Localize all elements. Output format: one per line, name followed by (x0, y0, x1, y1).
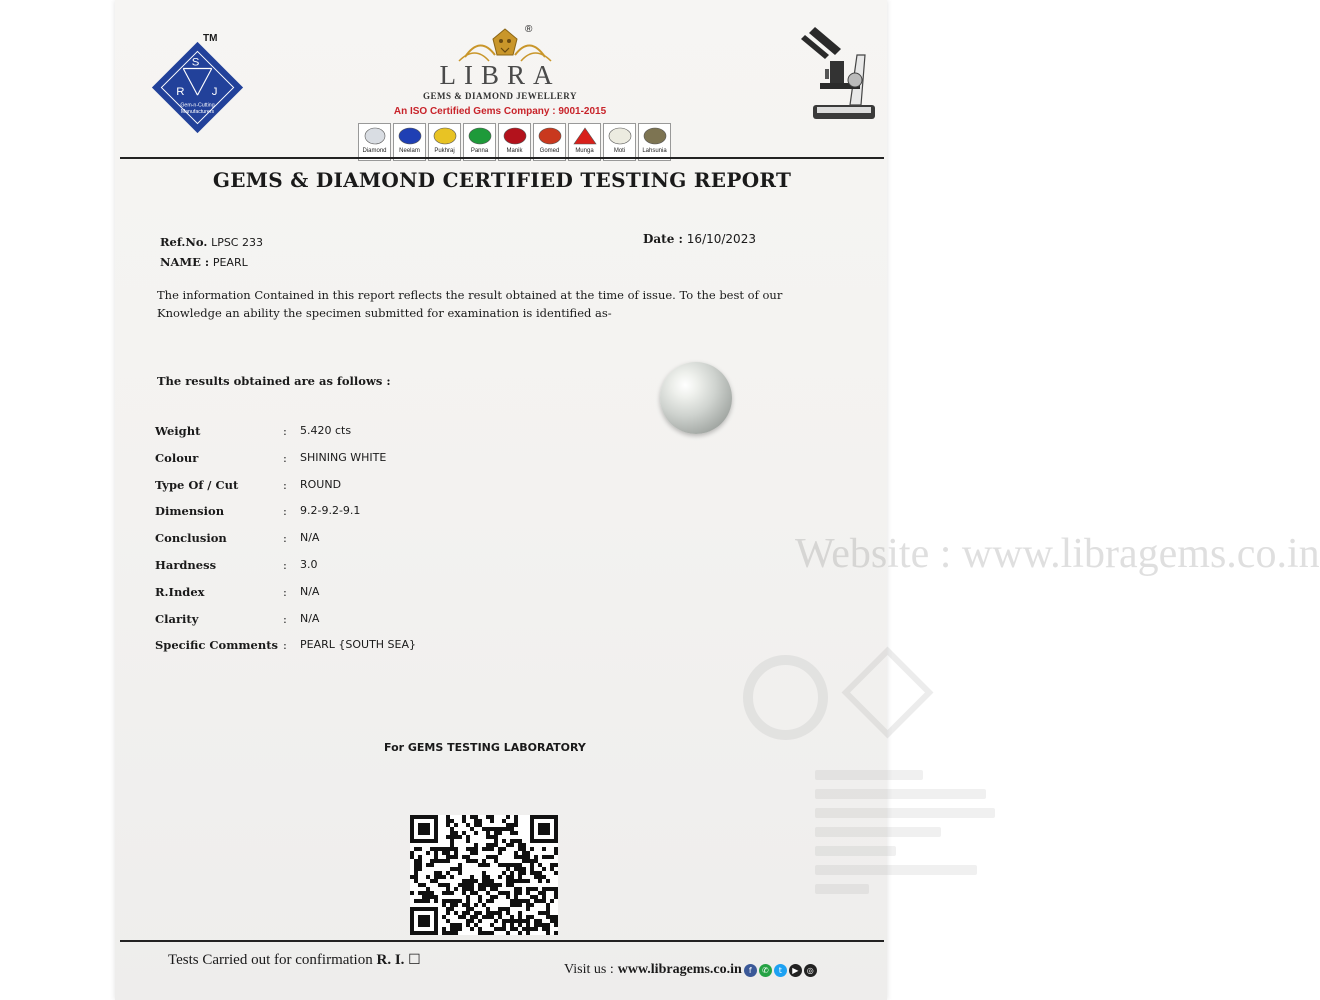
pearl-photo (660, 362, 732, 434)
report-date (643, 232, 756, 246)
spec-separator: : (283, 477, 287, 492)
gem-name: Pukhraj (434, 148, 455, 154)
gemstone-icon (363, 127, 387, 145)
spec-label: Conclusion (155, 531, 227, 546)
spec-value: SHINING WHITE (300, 450, 387, 464)
srj-diamond-logo (150, 40, 245, 135)
libra-crest-icon (455, 25, 555, 65)
gem-card (428, 123, 461, 161)
facebook-icon: f (744, 964, 757, 977)
youtube-icon: ▶ (789, 964, 802, 977)
specimen-name (160, 255, 248, 269)
ref-label: Ref.No. (160, 235, 208, 249)
logo-letter-j: J (211, 86, 218, 99)
logo-caption-2: Manufacturers (180, 109, 215, 116)
spec-label: Specific Comments (155, 638, 279, 653)
spec-label: Dimension (155, 504, 225, 519)
gemstone-icon (538, 127, 562, 145)
gemstone-icon (433, 127, 457, 145)
lab-signoff: For GEMS TESTING LABORATORY (384, 741, 586, 754)
report-title: GEMS & DIAMOND CERTIFIED TESTING REPORT (212, 168, 792, 192)
watermark-seal (743, 655, 828, 740)
spec-label: Type Of / Cut (155, 477, 239, 492)
spec-label: Colour (155, 450, 199, 465)
reference-number (160, 235, 263, 249)
logo-letter-s: S (191, 56, 200, 69)
logo-letter-r: R (176, 86, 185, 99)
gemstone-icon (398, 127, 422, 145)
gem-name: Moti (613, 148, 626, 154)
watermark-website: Website : www.libragems.co.in (795, 531, 1320, 577)
trademark-mark: TM (203, 33, 218, 44)
spec-separator: : (283, 611, 287, 626)
footer-confirmation (168, 952, 421, 969)
spec-separator: : (283, 504, 287, 519)
spec-label: Weight (155, 424, 201, 438)
iso-certification-line: An ISO Certified Gems Company : 9001-2015 (393, 106, 607, 117)
checkbox-icon: ☐ (408, 952, 421, 968)
intro-paragraph: The information Contained in this report reflects the result obtained at the time of issue. To the best of our Knowledge an ability the specimen submitted for examination is identified as- (157, 288, 783, 320)
spec-label: Clarity (155, 611, 199, 626)
spec-value: 9.2-9.2-9.1 (300, 504, 361, 518)
social-icons (744, 964, 817, 977)
gem-strip (358, 123, 671, 161)
ref-value: LPSC 233 (211, 236, 263, 249)
gem-name: Manik (506, 148, 523, 154)
gem-card (603, 123, 636, 161)
logo-caption-1: Gem-n-Cutting (180, 102, 215, 109)
gem-name: Munga (575, 148, 594, 154)
date-label: Date : (643, 232, 683, 246)
gem-name: Diamond (362, 148, 387, 154)
gem-card (533, 123, 566, 161)
spec-label: R.Index (155, 584, 205, 599)
watermark-address-block (815, 770, 995, 903)
spec-value: 5.420 cts (300, 424, 352, 437)
spec-separator: : (283, 450, 287, 465)
spec-value: N/A (300, 611, 320, 625)
registered-mark: ® (525, 24, 533, 35)
gemstone-icon (468, 127, 492, 145)
spec-label: Hardness (155, 557, 217, 572)
gem-name: Lahsunia (642, 148, 667, 154)
name-value: PEARL (212, 256, 248, 269)
gem-card (393, 123, 426, 161)
spec-value: N/A (300, 531, 320, 545)
gem-name: Neelam (399, 148, 420, 154)
gem-card (358, 123, 391, 161)
header-divider (120, 157, 884, 159)
whatsapp-icon: ✆ (759, 964, 772, 977)
spec-separator: : (283, 557, 287, 572)
spec-separator: : (283, 531, 287, 546)
footer-confirmation-text: Tests Carried out for confirmation (168, 952, 373, 968)
gemstone-icon (608, 127, 632, 145)
qr-code (410, 815, 558, 935)
spec-value: N/A (300, 584, 320, 598)
footer-ri: R. I. (376, 952, 405, 968)
footer-website (564, 962, 817, 978)
name-label: NAME : (160, 255, 210, 269)
gemstone-icon (643, 127, 667, 145)
spec-separator: : (283, 638, 287, 653)
gem-card (568, 123, 601, 161)
spec-value: 3.0 (300, 557, 318, 571)
instagram-icon: ◎ (804, 964, 817, 977)
watermark-diamond-logo (842, 647, 934, 739)
gemstone-icon (503, 127, 527, 145)
microscope-icon (795, 25, 880, 125)
spec-separator: : (283, 584, 287, 599)
date-value: 16/10/2023 (686, 232, 756, 246)
gem-name: Gomed (539, 148, 560, 154)
gem-card (638, 123, 671, 161)
footer-url: www.libragems.co.in (617, 962, 742, 977)
spec-value: PEARL {SOUTH SEA} (300, 638, 417, 652)
gem-name: Panna (470, 148, 489, 154)
gemstone-icon (573, 127, 597, 145)
brand-subtitle: GEMS & DIAMOND JEWELLERY (423, 91, 577, 101)
gem-card (498, 123, 531, 161)
twitter-icon: t (774, 964, 787, 977)
spec-separator: : (283, 424, 287, 438)
spec-value: ROUND (300, 477, 342, 491)
brand-name: LIBRA (439, 60, 561, 90)
results-heading: The results obtained are as follows : (157, 374, 391, 388)
gem-card (463, 123, 496, 161)
footer-divider (120, 940, 884, 942)
footer-visit-label: Visit us : (564, 962, 614, 977)
